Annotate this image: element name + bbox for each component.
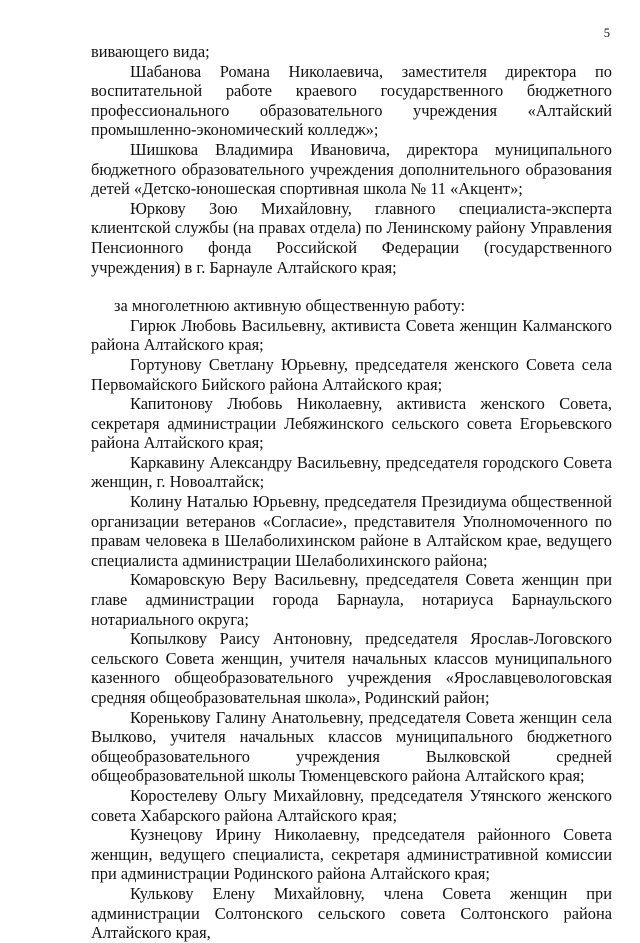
paragraph: Юркову Зою Михайловну, главного специалиста-эксперта клиентской службы (на правах отдела) по Ленинскому району Управления Пенсионного фонда Российской Федерации (государственного учреждения) в г. Барнауле Алтайского края; <box>91 198 612 277</box>
paragraph: Гирюк Любовь Васильевну, активиста Совета женщин Калманского района Алтайского края; <box>91 315 612 355</box>
paragraph: Коростелеву Ольгу Михайловну, председателя Утянского женского совета Хабарского района Алтайского края; <box>91 785 612 825</box>
paragraph: Кузнецову Ирину Николаевну, председателя районного Совета женщин, ведущего специалиста, секретаря административной комиссии при администрации Родинского района Алтайского края; <box>91 825 612 884</box>
paragraph: Шишкова Владимира Ивановича, директора муниципального бюджетного образовательного учреждения дополнительного образования детей «Детско-юношеская спортивная школа № 11 «Акцент»; <box>91 139 612 199</box>
paragraph: Кулькову Елену Михайловну, члена Совета женщин при администрации Солтонского сельского совета Солтонского района Алтайского края, <box>91 883 612 943</box>
paragraph-gap <box>91 277 612 296</box>
document-body <box>91 42 612 943</box>
paragraph: Колину Наталью Юрьевну, председателя Президиума общественной организации ветеранов «Согласие», представителя Уполномоченного по правам человека в Шелаболихинском районе в Алтайском крае, ведущего специалиста администрации Шелаболихинского района; <box>91 492 612 570</box>
page-number: 5 <box>603 26 610 40</box>
paragraph: Шабанова Романа Николаевича, заместителя директора по воспитательной работе краевого государственного бюджетного профессионального образовательного учреждения «Алтайский промышленно-экономический колледж»; <box>91 61 612 140</box>
paragraph: Каркавину Александру Васильевну, председателя городского Совета женщин, г. Новоалтайск; <box>91 452 612 492</box>
paragraph: вивающего вида; <box>91 42 210 61</box>
paragraph: Копылкову Раису Антоновну, председателя Ярослав-Логовского сельского Совета женщин, учителя начальных классов муниципального казенного общеобразовательного учреждения «Ярославцевологовская средняя общеобразовательная школа», Родинский район; <box>91 629 612 707</box>
paragraph: Капитонову Любовь Николаевну, активиста женского Совета, секретаря администрации Лебяжинского сельского совета Егорьевского района Алтайского края; <box>91 394 612 453</box>
paragraph: Коренькову Галину Анатольевну, председателя Совета женщин села Вылково, учителя начальных классов муниципального бюджетного общеобразовательного учреждения Вылковской средней общеобразовательной школы Тюменцевского района Алтайского края; <box>91 707 612 786</box>
section-heading: за многолетнюю активную общественную работу: <box>114 296 466 316</box>
paragraph: Гортунову Светлану Юрьевну, председателя женского Совета села Первомайского Бийского района Алтайского края; <box>91 354 612 394</box>
paragraph: Комаровскую Веру Васильевну, председателя Совета женщин при главе администрации города Барнаула, нотариуса Барнаульского нотариального округа; <box>91 570 612 629</box>
